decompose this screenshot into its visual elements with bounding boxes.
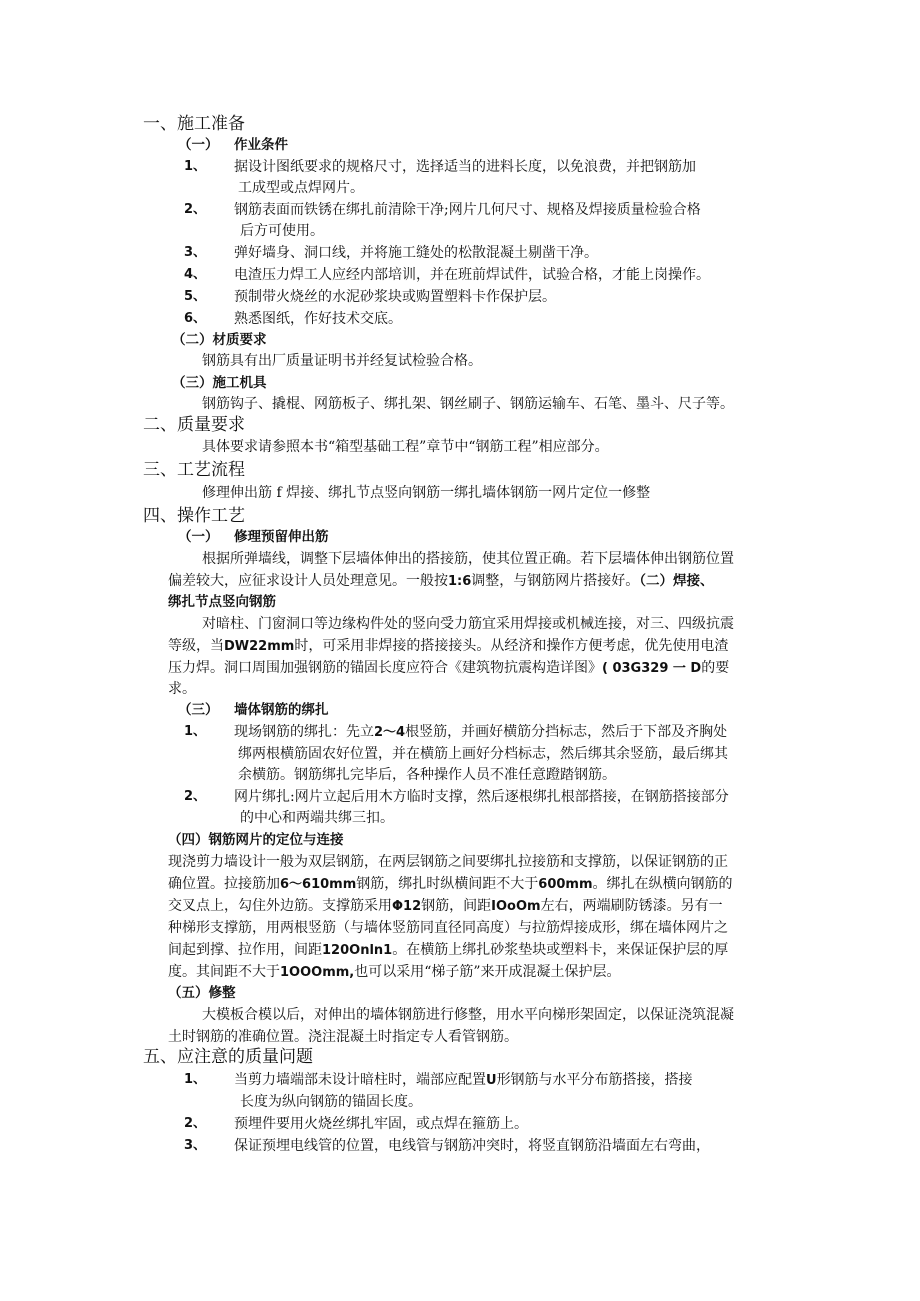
s4-sub3-item-1-line-1: 现场钢筋的绑扎：先立2〜4根竖筋，并画好横筋分挡标志，然后于下部及齐胸处 (234, 724, 728, 740)
section-5-heading: 五、应注意的质量问题 (143, 1047, 313, 1067)
s4-sub2-para-line-1: 对暗柱、门窗洞口等边缘构件处的竖向受力筋宜采用焊接或机械连接，对三、四级抗震 (202, 616, 734, 632)
s4-sub4-line-6: 度。其间距不大于1OOOmm,也可以采用“梯子筋”来开成混凝土保护层。 (168, 964, 621, 980)
s3-text: 修理伸出筋 f 焊接、绑扎节点竖向钢筋一绑扎墙体钢筋一网片定位一修整 (202, 485, 651, 501)
s1-sub1-label: （一） (178, 137, 219, 153)
s4-sub4-line-2: 确位置。拉接筋加6〜610mm钢筋，绑扎时纵横间距不大于600mm。绑扎在纵横向钢筋的 (168, 876, 733, 892)
s4-sub3-title: 墙体钢筋的绑扎 (234, 702, 329, 718)
section-2-heading: 二、质量要求 (143, 415, 245, 435)
s4-sub4-title: （四）钢筋网片的定位与连接 (168, 832, 344, 848)
s1-item-2-num: 2、 (184, 202, 207, 217)
s1-item-6-line-1: 熟悉图纸，作好技术交底。 (234, 311, 402, 327)
s4-sub4-line-3: 交叉点上，勾住外边筋。支撑筋采用Φ12钢筋，间距IOoOm左右，两端刷防锈漆。另有一 (168, 898, 723, 914)
s1-item-5-num: 5、 (184, 289, 207, 304)
s4-sub2-para-line-3: 压力焊。洞口周围加强钢筋的锚固长度应符合《建筑物抗震构造详图》( 03G329 一 D的要 (168, 660, 730, 676)
s1-item-2-line-1: 钢筋表面而铁锈在绑扎前清除干净;网片几何尺寸、规格及焊接质量检验合格 (234, 202, 701, 218)
s4-sub1-title: 修理预留伸出筋 (234, 529, 329, 545)
s5-item-3-line-1: 保证预埋电线管的位置，电线管与钢筋冲突时，将竖直钢筋沿墙面左右弯曲， (234, 1138, 710, 1154)
s1-item-2-line-2: 后方可使用。 (240, 223, 324, 239)
s5-item-3-num: 3、 (184, 1138, 207, 1153)
s1-item-4-num: 4、 (184, 267, 207, 282)
s2-text: 具体要求请参照本书“箱型基础工程”章节中“钢筋工程”相应部分。 (202, 439, 609, 455)
s4-sub1-label: （一） (178, 529, 219, 545)
s4-sub5-title: （五）修整 (168, 985, 236, 1001)
s1-item-1-num: 1、 (184, 159, 207, 174)
s4-sub5-line-2: 土时钢筋的准确位置。浇注混凝土时指定专人看管钢筋。 (168, 1029, 518, 1045)
s4-sub1-para-line-1: 根据所弹墙线，调整下层墙体伸出的搭接筋，使其位置正确。若下层墙体伸出钢筋位置 (202, 551, 734, 567)
s1-sub2-title: （二）材质要求 (172, 332, 267, 348)
section-4-heading: 四、操作工艺 (143, 506, 245, 526)
s4-sub3-item-1-line-2: 绑两根横筋固农好位置，并在横筋上画好分档标志，然后绑其余竖筋，最后绑其 (238, 746, 728, 762)
s4-sub2-title: 绑扎节点竖向钢筋 (168, 594, 276, 610)
s5-item-2-num: 2、 (184, 1116, 207, 1131)
s1-sub3-title: （三）施工机具 (172, 375, 267, 391)
section-3-heading: 三、工艺流程 (143, 460, 245, 480)
s1-sub2-text: 钢筋具有出厂质量证明书并经复试检验合格。 (202, 353, 482, 369)
s4-sub3-item-1-num: 1、 (184, 724, 207, 739)
s5-item-2-line-1: 预埋件要用火烧丝绑扎牢固，或点焊在箍筋上。 (234, 1116, 528, 1132)
s4-sub3-item-2-line-1: 网片绑扎:网片立起后用木方临时支撑，然后逐根绑扎根部搭接，在钢筋搭接部分 (234, 789, 729, 805)
s4-sub3-label: （三） (178, 702, 219, 718)
s1-item-1-line-2: 工成型或点焊网片。 (238, 180, 364, 196)
s4-sub3-item-2-line-2: 的中心和两端共绑三扣。 (240, 810, 394, 826)
s4-sub3-item-2-num: 2、 (184, 789, 207, 804)
s4-sub3-item-1-line-3: 余横筋。钢筋绑扎完毕后，各种操作人员不准任意蹬踏钢筋。 (238, 767, 616, 783)
s1-sub3-text: 钢筋钩子、撬棍、网筋板子、绑扎架、钢丝刷子、钢筋运输车、石笔、墨斗、尺子等。 (202, 396, 734, 412)
s4-sub2-para-line-2: 等级，当DW22mm时，可采用非焊接的搭接接头。从经济和操作方便考虑，优先使用电渣 (168, 638, 729, 654)
s1-item-1-line-1: 据设计图纸要求的规格尺寸，选择适当的进料长度，以免浪费，并把钢筋加 (234, 159, 696, 175)
s1-item-5-line-1: 预制带火烧丝的水泥砂浆块或购置塑料卡作保护层。 (234, 289, 556, 305)
s1-sub1-title: 作业条件 (234, 137, 288, 153)
s4-sub2-para-line-4: 求。 (168, 681, 196, 697)
s4-sub5-line-1: 大模板合模以后，对伸出的墙体钢筋进行修整，用水平向梯形架固定，以保证浇筑混凝 (202, 1007, 734, 1023)
s5-item-1-line-2: 长度为纵向钢筋的锚固长度。 (240, 1094, 422, 1110)
s1-item-6-num: 6、 (184, 311, 207, 326)
s1-item-4-line-1: 电渣压力焊工人应经内部培训，并在班前焊试件，试验合格，才能上岗操作。 (234, 267, 710, 283)
s4-sub4-line-5: 间起到撑、拉作用，间距120Onln1。在横筋上绑扎砂浆垫块或塑料卡，来保证保护层的厚 (168, 942, 729, 958)
s4-sub4-line-4: 种梯形支撑筋，用两根竖筋（与墙体竖筋同直径同高度）与拉筋焊接成形，绑在墙体网片之 (168, 920, 728, 936)
s1-item-3-line-1: 弹好墙身、洞口线，并将施工缝处的松散混凝土剔凿干净。 (234, 245, 598, 261)
s4-sub4-line-1: 现浇剪力墙设计一般为双层钢筋，在两层钢筋之间要绑扎拉接筋和支撑筋，以保证钢筋的正 (168, 854, 728, 870)
s5-item-1-line-1: 当剪力墙端部未设计暗柱时，端部应配置U形钢筋与水平分布筋搭接，搭接 (234, 1072, 693, 1088)
s5-item-1-num: 1、 (184, 1072, 207, 1087)
s4-sub1-para-line-2: 偏差较大，应征求设计人员处理意见。一般按1:6调整，与钢筋网片搭接好。（二）焊接、 (168, 573, 714, 589)
section-1-heading: 一、施工准备 (143, 114, 245, 134)
s1-item-3-num: 3、 (184, 245, 207, 260)
